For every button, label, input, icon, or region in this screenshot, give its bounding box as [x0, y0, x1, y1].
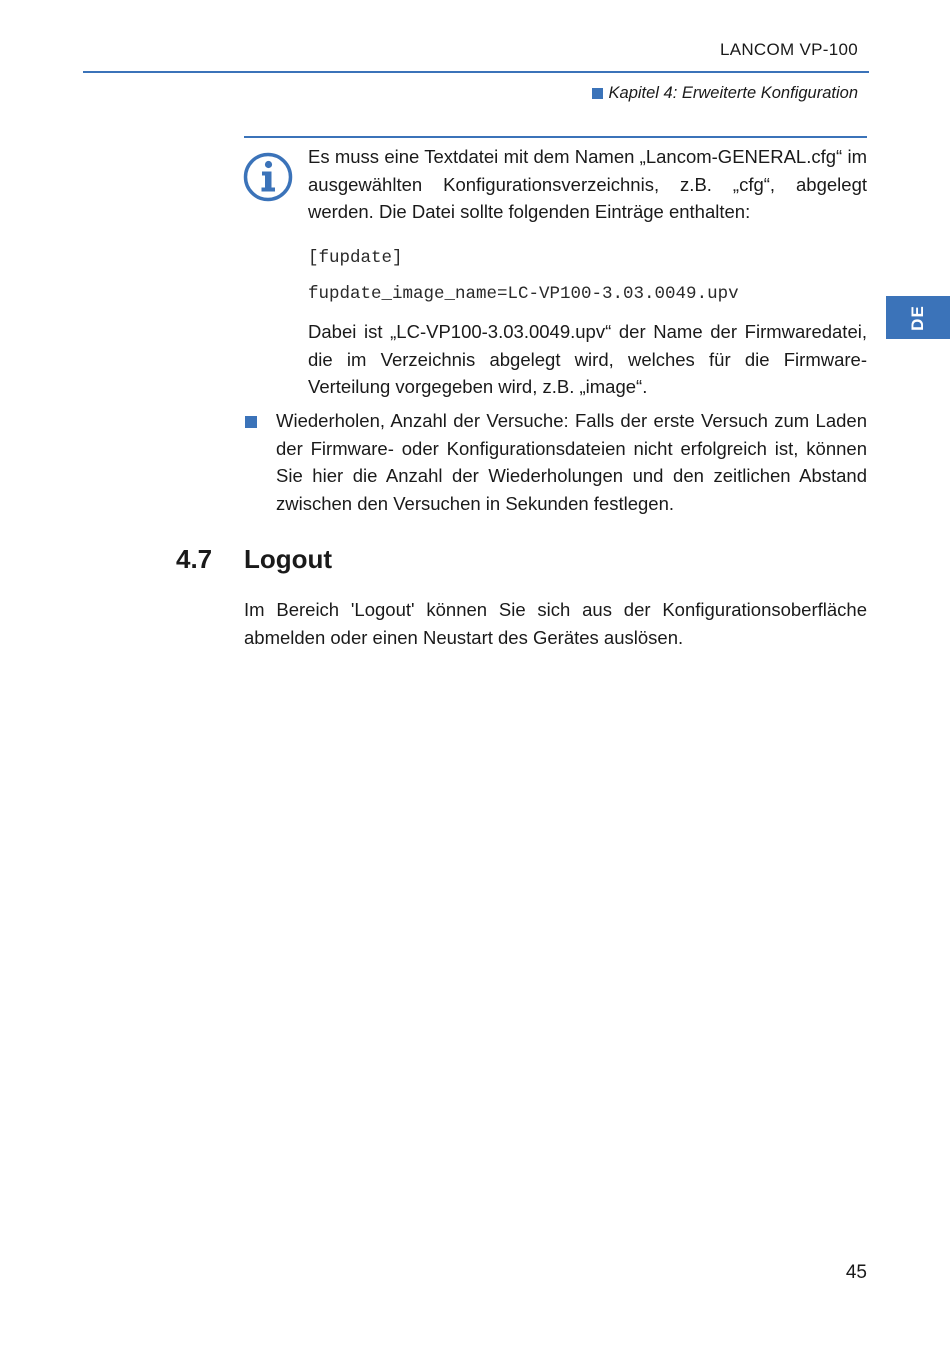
chapter-marker-icon [592, 88, 603, 99]
chapter-heading [592, 84, 858, 103]
note-rule [244, 136, 867, 138]
header-title: LANCOM VP-100 [719, 40, 858, 59]
bullet-marker-icon [245, 416, 257, 428]
section-number: 4.7 [176, 544, 213, 574]
code-line-setting: fupdate_image_name=LC-VP100-3.03.0049.upv [308, 284, 739, 304]
code-line-section: [fupdate] [308, 248, 403, 268]
bullet-item-retry: Wiederholen, Anzahl der Versuche: Falls der erste Versuch zum Laden der Firmware- oder Konfigurationsdateien nicht erfolgreich ist, können Sie hier die Anzahl der Wiederholungen und den zeitlichen Abstand zwischen den Versuchen in Sekunden festlegen. [276, 410, 867, 514]
note-paragraph: Es muss eine Textdatei mit dem Namen „Lancom-GENERAL.cfg“ im ausgewählten Konfigurationsverzeichnis, z.B. „cfg“, abgelegt werden. Die Datei sollte folgenden Einträge enthalten: [308, 146, 867, 222]
side-language-tab [886, 296, 950, 339]
note-paragraph-explanation: Dabei ist „LC-VP100-3.03.0049.upv“ der Name der Firmwaredatei, die im Verzeichnis abgelegt wird, welches für die Firmware-Verteilung vorgegeben wird, z.B. „image“. [308, 321, 867, 397]
side-tab-label: DE [908, 304, 927, 331]
section-body: Im Bereich 'Logout' können Sie sich aus der Konfigurationsoberfläche abmelden oder einen Neustart des Gerätes auslösen. [244, 599, 867, 648]
section-title: Logout [244, 544, 333, 574]
chapter-label: Kapitel 4: Erweiterte Konfiguration [608, 84, 858, 102]
page-number: 45 [845, 1262, 867, 1283]
info-icon [243, 152, 293, 202]
header-rule [83, 71, 869, 73]
